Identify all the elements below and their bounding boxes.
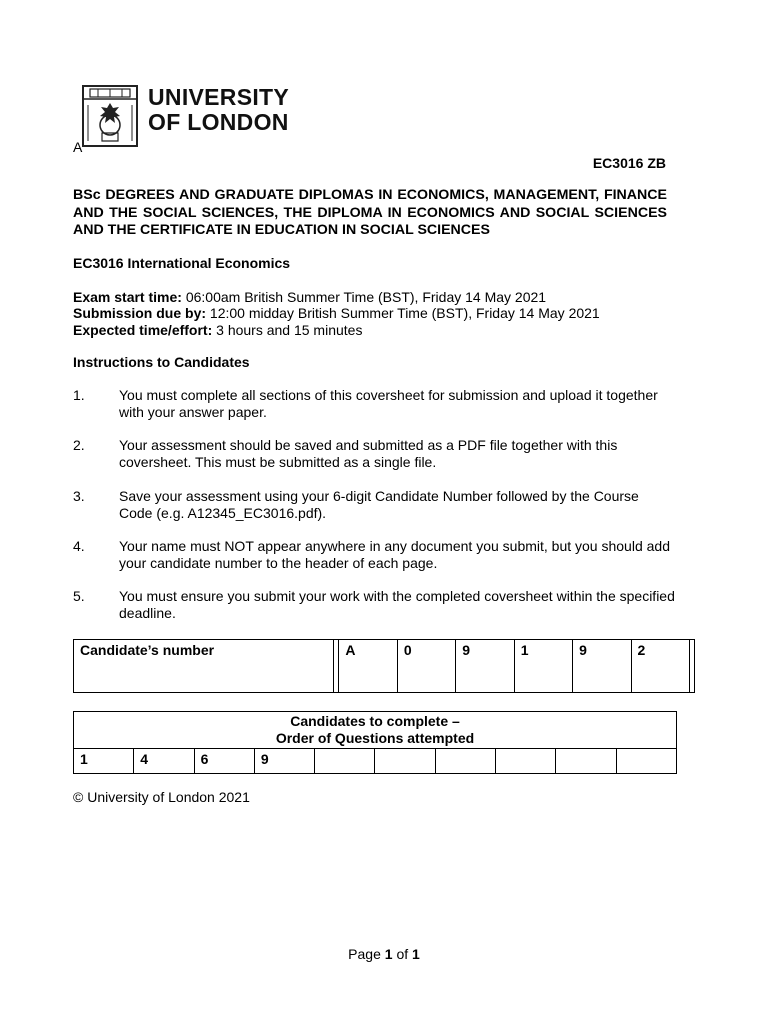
university-crest-icon [82,85,138,147]
copyright-notice: © University of London 2021 [73,789,250,805]
order-cell [435,749,495,774]
submission-due-value: 12:00 midday British Summer Time (BST), Friday 14 May 2021 [206,305,600,322]
order-heading-row [74,712,677,749]
candidate-digit: A [339,640,397,693]
order-cells-row [74,749,677,774]
candidate-digit: 0 [397,640,455,693]
order-cell [315,749,375,774]
order-cell [496,749,556,774]
instruction-text: Your name must NOT appear anywhere in any document you submit, but you should add your candidate number to the header of each page. [119,538,670,571]
instruction-text: Your assessment should be saved and submitted as a PDF file together with this coversheet. This must be submitted as a single file. [119,437,618,470]
order-cell [375,749,435,774]
order-cell [616,749,676,774]
instructions-heading: Instructions to Candidates [73,354,250,370]
candidate-number-label: Candidate’s number [74,640,334,693]
header-letter: A [73,139,83,155]
exam-info [73,289,600,338]
logo-wordmark [148,85,289,135]
order-heading-line-1: Candidates to complete – [290,713,460,729]
exam-start-value: 06:00am British Summer Time (BST), Friday 14 May 2021 [181,289,547,305]
instruction-number: 1. [73,387,85,403]
page-current: 1 [384,946,393,962]
candidate-digit: 1 [514,640,572,693]
expected-effort-value: 3 hours and 15 minutes [212,321,363,338]
logo-line-1: UNIVERSITY [148,84,290,110]
logo-line-2: OF LONDON [148,109,289,135]
candidate-digit: 9 [456,640,514,693]
candidate-number-table [73,639,695,693]
instruction-number: 3. [73,488,85,504]
instruction-text: Save your assessment using your 6-digit Candidate Number followed by the Course Code (e.g. A12345_EC3016.pdf). [119,488,639,521]
instruction-text: You must complete all sections of this coversheet for submission and upload it together with your answer paper. [119,387,658,420]
page-total: 1 [412,946,420,962]
exam-start-row [73,289,600,305]
order-of-questions-table [73,711,677,774]
course-title: EC3016 International Economics [73,255,291,271]
instruction-number: 5. [73,588,85,604]
submission-due-row [73,305,600,321]
expected-effort-row [73,322,600,338]
exam-code: EC3016 ZB [592,155,666,171]
candidate-number-row [74,640,695,693]
candidate-digit: 2 [631,640,689,693]
candidate-digit: 9 [573,640,631,693]
page-prefix: Page [348,946,385,962]
order-cell: 4 [134,749,194,774]
table-divider [689,640,694,693]
order-cell: 9 [254,749,314,774]
page-middle: of [392,946,413,962]
university-logo [82,84,290,147]
order-cell: 6 [194,749,254,774]
expected-effort-label: Expected time/effort: [73,321,213,338]
order-cell [556,749,616,774]
order-heading-line-2: Order of Questions attempted [275,729,475,746]
order-heading [74,712,677,749]
submission-due-label: Submission due by: [73,305,207,322]
exam-start-label: Exam start time: [73,289,182,305]
page-footer [0,946,768,962]
instruction-text: You must ensure you submit your work with the completed coversheet within the specified deadline. [119,588,675,621]
instruction-number: 4. [73,538,85,554]
degrees-title: BSc DEGREES AND GRADUATE DIPLOMAS IN ECONOMICS, MANAGEMENT, FINANCE AND THE SOCIAL SCIENCES, THE DIPLOMA IN ECONOMICS AND SOCIAL SCIENCES AND THE CERTIFICATE IN EDUCATION IN SOCIAL SCIENCES [73,187,667,238]
instruction-number: 2. [73,437,85,453]
order-cell: 1 [74,749,134,774]
